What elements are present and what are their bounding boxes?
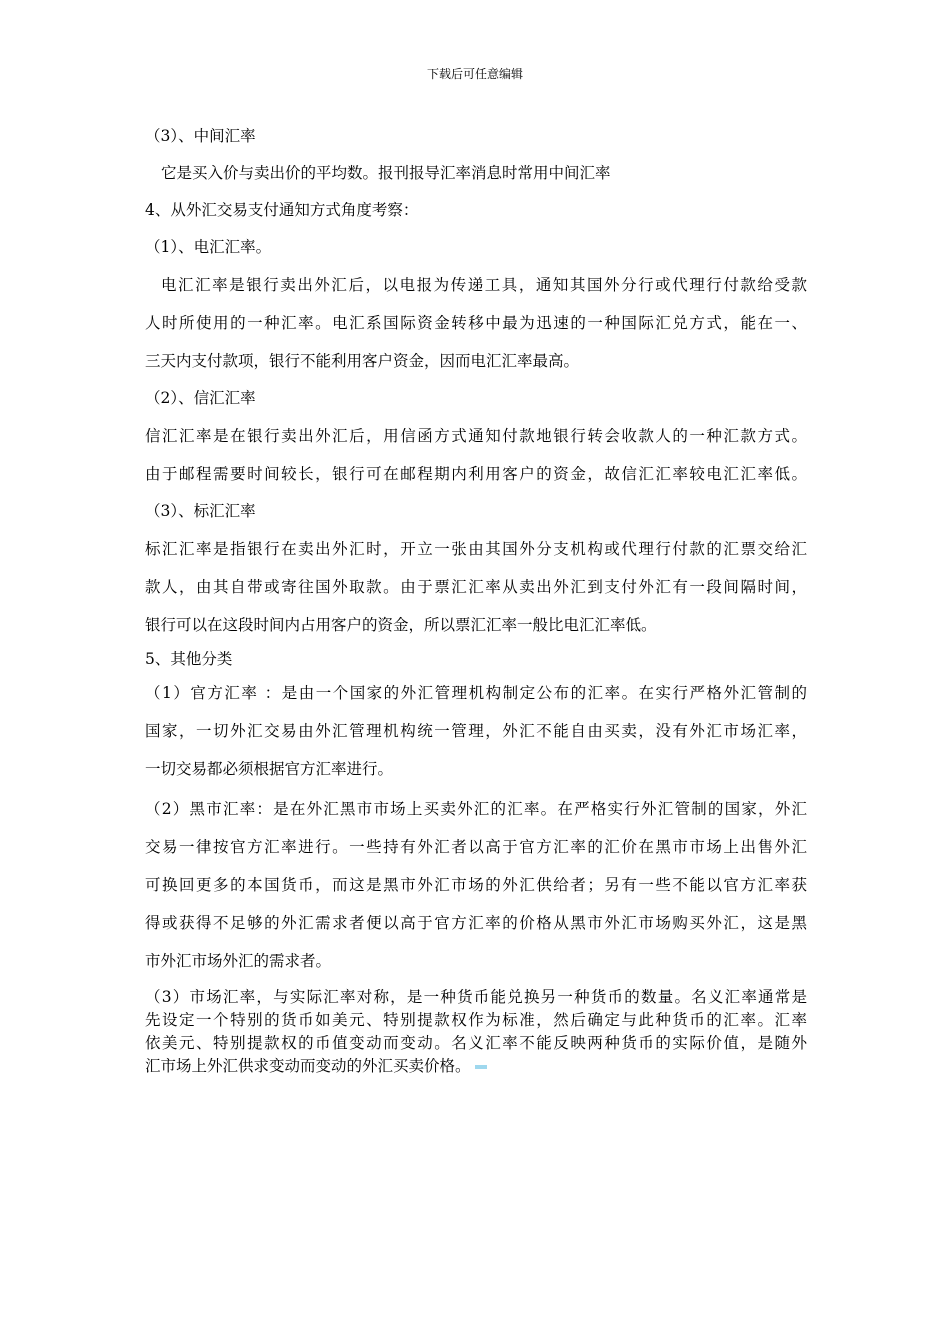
paragraph-middle-rate: 它是买入价与卖出价的平均数。报刊报导汇率消息时常用中间汇率 xyxy=(161,164,611,182)
section-heading-dd-rate: （3）、标汇汇率 xyxy=(145,502,256,520)
paragraph-line: 人时所使用的一种汇率。电汇系国际资金转移中最为迅速的一种国际汇兑方式，能在一、 xyxy=(145,314,807,332)
page-header: 下载后可任意编辑 xyxy=(426,67,523,81)
section-heading-tt-rate: （1）、电汇汇率。 xyxy=(145,238,272,256)
paragraph-line: 依美元、特别提款权的币值变动而变动。名义汇率不能反映两种货币的实际价值，是随外 xyxy=(145,1034,807,1052)
paragraph-line: 标汇汇率是指银行在卖出外汇时，开立一张由其国外分支机构或代理行付款的汇票交给汇 xyxy=(145,540,807,558)
paragraph-line: 银行可以在这段时间内占用客户的资金，所以票汇汇率一般比电汇汇率低。 xyxy=(145,616,657,634)
section-heading-middle-rate: （3）、中间汇率 xyxy=(145,127,256,145)
paragraph-line: 国家，一切外汇交易由外汇管理机构统一管理，外汇不能自由买卖，没有外汇市场汇率， xyxy=(145,722,807,740)
paragraph-line: 得或获得不足够的外汇需求者便以高于官方汇率的价格从黑市外汇市场购买外汇，这是黑 xyxy=(145,914,807,932)
end-marker xyxy=(475,1065,487,1069)
section-heading-mt-rate: （2）、信汇汇率 xyxy=(145,389,256,407)
section-heading-5: 5、其他分类 xyxy=(145,650,233,668)
paragraph-line: （3）市场汇率，与实际汇率对称，是一种货币能兑换另一种货币的数量。名义汇率通常是 xyxy=(145,988,807,1006)
paragraph-line: 交易一律按官方汇率进行。一些持有外汇者以高于官方汇率的汇价在黑市市场上出售外汇 xyxy=(145,838,807,856)
paragraph-line: 由于邮程需要时间较长，银行可在邮程期内利用客户的资金，故信汇汇率较电汇汇率低。 xyxy=(145,465,807,483)
paragraph-line: 一切交易都必须根据官方汇率进行。 xyxy=(145,760,394,778)
paragraph-line: 电汇汇率是银行卖出外汇后，以电报为传递工具，通知其国外分行或代理行付款给受款 xyxy=(161,276,807,294)
paragraph-line: （2）黑市汇率：是在外汇黑市市场上买卖外汇的汇率。在严格实行外汇管制的国家，外汇 xyxy=(145,800,807,818)
document-body xyxy=(145,118,807,1078)
paragraph-line: 市外汇市场外汇的需求者。 xyxy=(145,952,332,970)
paragraph-line-text: 汇市场上外汇供求变动而变动的外汇买卖价格。 xyxy=(145,1057,471,1075)
paragraph-line-last xyxy=(145,1055,807,1078)
paragraph-line: 三天内支付款项，银行不能利用客户资金，因而电汇汇率最高。 xyxy=(145,352,580,370)
paragraph-line: 信汇汇率是在银行卖出外汇后，用信函方式通知付款地银行转会收款人的一种汇款方式。 xyxy=(145,427,807,445)
section-heading-4: 4、从外汇交易支付通知方式角度考察： xyxy=(145,201,419,219)
paragraph-line: 可换回更多的本国货币，而这是黑市外汇市场的外汇供给者；另有一些不能以官方汇率获 xyxy=(145,876,807,894)
paragraph-line: 先设定一个特别的货币如美元、特别提款权作为标准，然后确定与此种货币的汇率。汇率 xyxy=(145,1011,807,1029)
paragraph-line: 款人，由其自带或寄往国外取款。由于票汇汇率从卖出外汇到支付外汇有一段间隔时间， xyxy=(145,578,807,596)
paragraph-line: （1）官方汇率 ：是由一个国家的外汇管理机构制定公布的汇率。在实行严格外汇管制的 xyxy=(145,684,807,702)
